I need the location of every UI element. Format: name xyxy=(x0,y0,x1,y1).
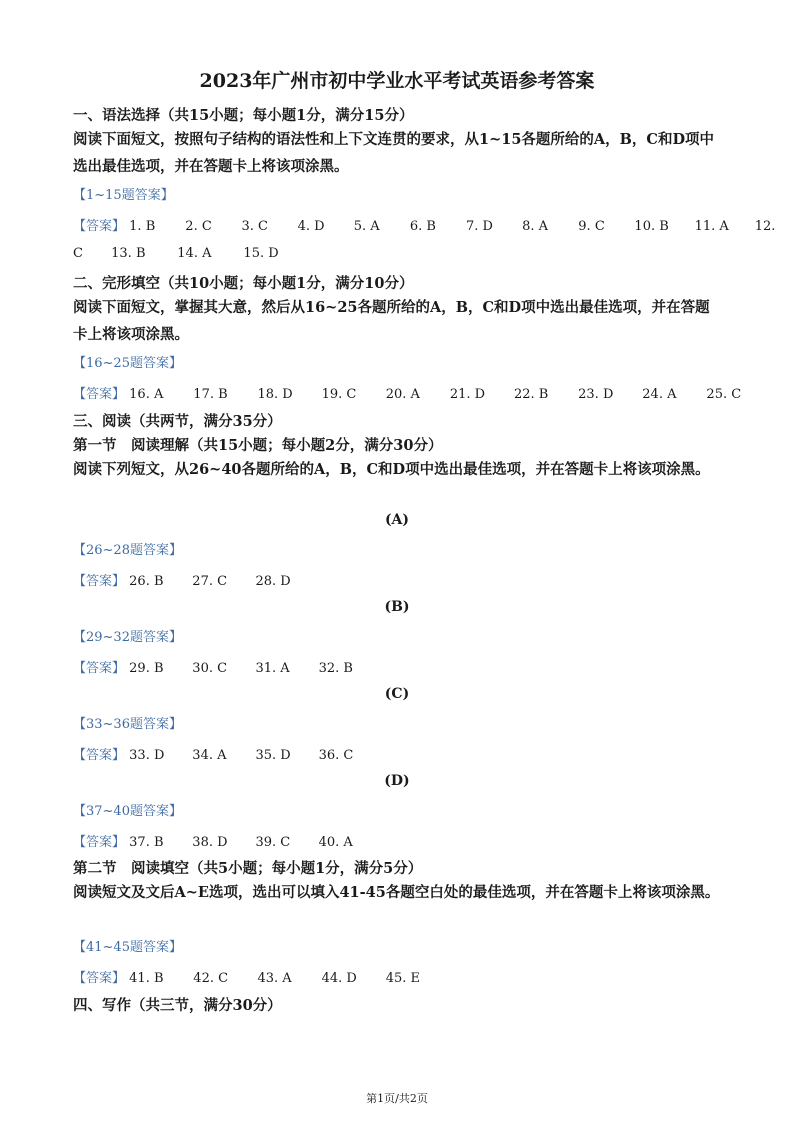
part3-section1-heading: 第一节 阅读理解（共15小题；每小题2分，满分30分） xyxy=(73,437,443,454)
answer-item: 18. D xyxy=(257,387,293,402)
answer-item: 10. B xyxy=(634,219,669,234)
answer-item: 37. B xyxy=(129,835,164,850)
answer-item: C xyxy=(73,246,83,261)
passage-answers xyxy=(73,831,353,850)
answer-label: 【答案】 xyxy=(73,387,126,402)
answer-item: 34. A xyxy=(192,748,227,763)
answer-item: 40. A xyxy=(318,835,353,850)
part1-tag: 【1~15题答案】 xyxy=(73,188,174,203)
passage-letter: (D) xyxy=(384,773,410,789)
part1-answers-line2 xyxy=(73,246,279,261)
answer-item: 43. A xyxy=(257,971,292,986)
part3-section2-heading: 第二节 阅读填空（共5小题；每小题1分，满分5分） xyxy=(73,860,423,877)
answer-item: 26. B xyxy=(129,574,164,589)
answer-label: 【答案】 xyxy=(73,574,126,589)
answer-item: 13. B xyxy=(111,246,146,261)
answer-item: 35. D xyxy=(255,748,291,763)
part1-heading: 一、语法选择（共15小题；每小题1分，满分15分） xyxy=(73,107,414,124)
answer-item: 4. D xyxy=(297,219,325,234)
answer-label: 【答案】 xyxy=(73,219,126,234)
answer-item: 28. D xyxy=(255,574,291,589)
answer-item: 9. C xyxy=(578,219,605,234)
part4-heading: 四、写作（共三节，满分30分） xyxy=(73,997,282,1014)
answer-item: 33. D xyxy=(129,748,165,763)
part2-heading: 二、完形填空（共10小题；每小题1分，满分10分） xyxy=(73,275,414,292)
answer-item: 36. C xyxy=(318,748,354,763)
answer-item: 14. A xyxy=(177,246,212,261)
answer-label: 【答案】 xyxy=(73,835,126,850)
answer-item: 6. B xyxy=(409,219,436,234)
answer-item: 39. C xyxy=(255,835,291,850)
answer-item: 27. C xyxy=(192,574,228,589)
answer-item: 38. D xyxy=(192,835,228,850)
part2-answers xyxy=(73,383,741,402)
part2-instruction: 阅读下面短文，掌握其大意，然后从16~25各题所给的A，B，C和D项中选出最佳选项，并在答题卡上将该项涂黑。 xyxy=(73,299,710,343)
passage-letter: (C) xyxy=(384,686,410,702)
answer-item: 22. B xyxy=(514,387,549,402)
answer-item: 15. D xyxy=(243,246,279,261)
answer-item: 24. A xyxy=(642,387,677,402)
answer-item: 16. A xyxy=(129,387,164,402)
answer-item: 5. A xyxy=(353,219,380,234)
answer-item: 23. D xyxy=(578,387,614,402)
passage-tag: 【29~32题答案】 xyxy=(73,630,182,645)
passage-answers xyxy=(73,657,353,676)
answer-item: 29. B xyxy=(129,661,164,676)
answer-item: 12. xyxy=(754,219,776,234)
answer-label: 【答案】 xyxy=(73,971,126,986)
answer-item: 30. C xyxy=(192,661,228,676)
part1-answers-line1 xyxy=(73,215,775,234)
answer-item: 21. D xyxy=(449,387,486,402)
answer-item: 25. C xyxy=(706,387,742,402)
answer-item: 19. C xyxy=(321,387,357,402)
part3-section2-answers xyxy=(73,967,420,986)
answer-label: 【答案】 xyxy=(73,661,126,676)
answer-item: 8. A xyxy=(522,219,549,234)
passage-letter: (A) xyxy=(384,512,410,528)
answer-item: 45. E xyxy=(385,971,421,986)
passage-tag: 【37~40题答案】 xyxy=(73,804,182,819)
passage-answers xyxy=(73,744,353,763)
answer-item: 17. B xyxy=(193,387,228,402)
passage-answers xyxy=(73,570,291,589)
page-footer: 第1页/共2页 xyxy=(366,1092,428,1105)
passage-tag: 【33~36题答案】 xyxy=(73,717,182,732)
answer-item: 1. B xyxy=(129,219,156,234)
part2-tag: 【16~25题答案】 xyxy=(73,356,182,371)
passage-letter: (B) xyxy=(384,599,410,615)
part3-section2-instruction: 阅读短文及文后A~E选项，选出可以填入41-45各题空白处的最佳选项，并在答题卡上将该项涂黑。 xyxy=(73,884,720,901)
part1-instruction: 阅读下面短文，按照句子结构的语法性和上下文连贯的要求，从1~15各题所给的A，B，C和D项中选出最佳选项，并在答题卡上将该项涂黑。 xyxy=(73,131,715,175)
answer-item: 31. A xyxy=(255,661,290,676)
answer-item: 2. C xyxy=(185,219,212,234)
answer-item: 42. C xyxy=(193,971,229,986)
answer-item: 7. D xyxy=(466,219,493,234)
answer-item: 32. B xyxy=(318,661,353,676)
answer-item: 44. D xyxy=(321,971,357,986)
page-title: 2023年广州市初中学业水平考试英语参考答案 xyxy=(199,70,595,92)
answer-label: 【答案】 xyxy=(73,748,126,763)
passage-tag: 【26~28题答案】 xyxy=(73,543,182,558)
answer-item: 3. C xyxy=(241,219,268,234)
part3-heading: 三、阅读（共两节，满分35分） xyxy=(73,413,282,430)
part3-section1-instruction: 阅读下列短文，从26~40各题所给的A，B，C和D项中选出最佳选项，并在答题卡上将该项涂黑。 xyxy=(73,461,710,478)
answer-item: 11. A xyxy=(694,219,729,234)
answer-item: 20. A xyxy=(385,387,420,402)
part3-section2-tag: 【41~45题答案】 xyxy=(73,940,182,955)
answer-item: 41. B xyxy=(129,971,164,986)
